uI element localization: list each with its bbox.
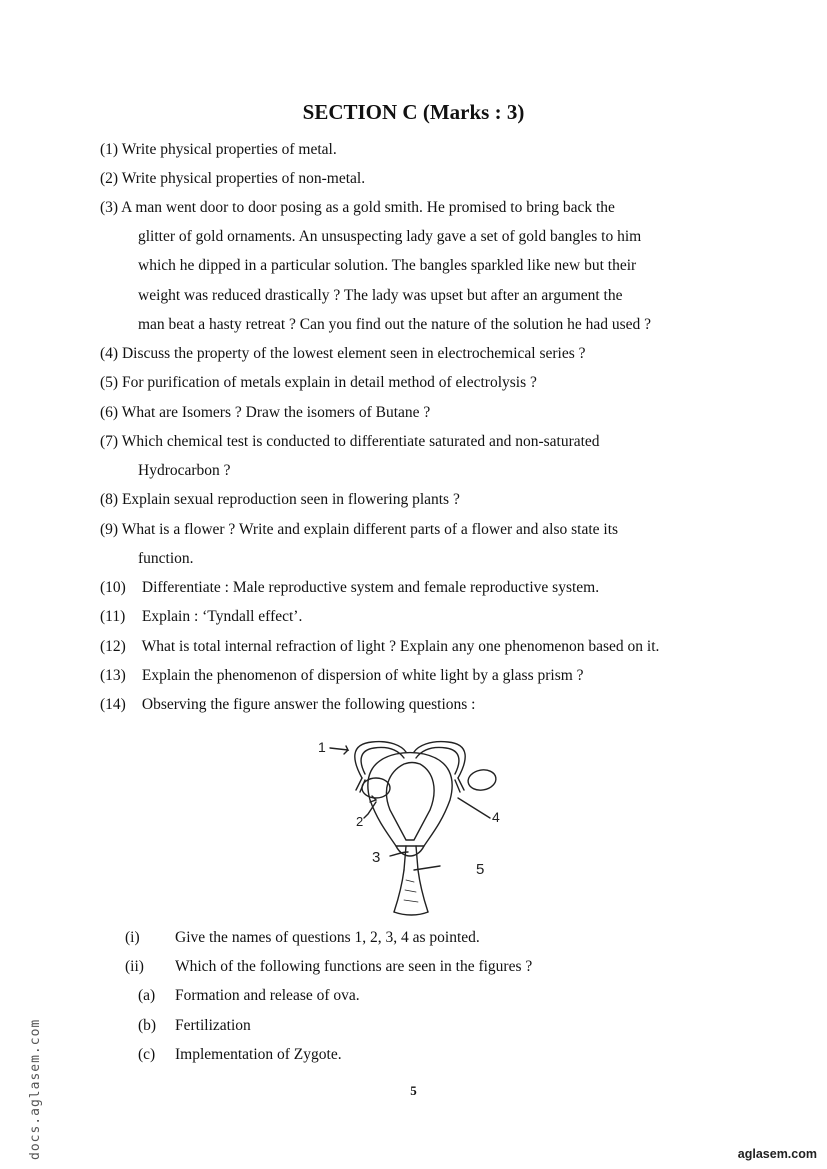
question-text: A man went door to door posing as a gold smith. He promised to bring back the: [121, 199, 615, 216]
question-text: Write physical properties of metal.: [121, 141, 337, 158]
question-text: Observing the figure answer the following questions :: [141, 696, 476, 713]
question-text: Which chemical test is conducted to differentiate saturated and non-saturated: [121, 433, 600, 450]
side-watermark: docs.aglasem.com: [28, 1018, 43, 1160]
question-4: [100, 345, 586, 363]
question-number: (1): [100, 141, 119, 158]
question-11: [100, 608, 302, 626]
subquestion-text: Which of the following functions are seen in the figures ?: [175, 958, 533, 975]
question-number: (8): [100, 491, 119, 508]
question-text: What is total internal refraction of light ? Explain any one phenomenon based on it.: [141, 638, 660, 655]
question-number: (13): [100, 667, 126, 684]
question-1: [100, 141, 337, 159]
option-letter: (c): [138, 1046, 156, 1063]
question-text: Explain : ‘Tyndall effect’.: [141, 608, 303, 625]
question-10: [100, 579, 599, 597]
corner-watermark: aglasem.com: [737, 1147, 817, 1161]
subquestion-number: (i): [125, 929, 140, 946]
question-12: [100, 638, 659, 656]
question-3-line-2: glitter of gold ornaments. An unsuspecting lady gave a set of gold bangles to him: [138, 228, 642, 245]
question-number: (5): [100, 374, 119, 391]
question-3-line-5: man beat a hasty retreat ? Can you find out the nature of the solution he had used ?: [138, 316, 652, 333]
reproductive-system-figure: [310, 730, 510, 920]
question-number: (6): [100, 404, 119, 421]
question-2: [100, 170, 365, 188]
option-text: Fertilization: [175, 1017, 251, 1034]
question-number: (10): [100, 579, 126, 596]
question-text: What are Isomers ? Draw the isomers of Butane ?: [121, 404, 431, 421]
question-3: [100, 199, 615, 217]
question-14: [100, 696, 476, 714]
uterus: [368, 753, 452, 847]
question-number: (7): [100, 433, 119, 450]
question-7: [100, 433, 600, 451]
question-number: (3): [100, 199, 119, 216]
subquestion-text: Give the names of questions 1, 2, 3, 4 as pointed.: [175, 929, 480, 946]
question-text: Write physical properties of non-metal.: [121, 170, 366, 187]
question-text: Discuss the property of the lowest element seen in electrochemical series ?: [121, 345, 586, 362]
question-8: [100, 491, 460, 509]
question-number: (4): [100, 345, 119, 362]
question-number: (11): [100, 608, 126, 625]
question-text: For purification of metals explain in detail method of electrolysis ?: [121, 374, 537, 391]
figure-label-4: 4: [492, 809, 500, 825]
question-text: Differentiate : Male reproductive system and female reproductive system.: [141, 579, 600, 596]
question-6: [100, 404, 430, 422]
option-text: Implementation of Zygote.: [175, 1046, 342, 1063]
figure-label-1: 1: [318, 739, 326, 755]
question-number: (14): [100, 696, 126, 713]
question-number: (2): [100, 170, 119, 187]
figure-label-2: 2: [356, 814, 364, 829]
figure-label-3: 3: [372, 849, 381, 866]
question-9: [100, 521, 618, 539]
section-title: SECTION C (Marks : 3): [302, 100, 525, 124]
question-text: Explain the phenomenon of dispersion of white light by a glass prism ?: [141, 667, 584, 684]
option-text: Formation and release of ova.: [175, 987, 360, 1004]
option-letter: (b): [138, 1017, 157, 1034]
figure-label-5: 5: [476, 861, 485, 878]
question-7-line-2: Hydrocarbon ?: [138, 462, 231, 479]
question-text: What is a flower ? Write and explain different parts of a flower and also state its: [121, 521, 619, 538]
question-number: (9): [100, 521, 119, 538]
question-text: Explain sexual reproduction seen in flowering plants ?: [121, 491, 460, 508]
cervix: [404, 846, 418, 870]
question-13: [100, 667, 584, 685]
question-5: [100, 374, 537, 392]
question-number: (12): [100, 638, 126, 655]
subquestion-number: (ii): [125, 958, 144, 975]
option-letter: (a): [138, 987, 156, 1004]
page-number: 5: [410, 1083, 417, 1098]
ovary-right: [466, 768, 497, 793]
question-3-line-3: which he dipped in a particular solution. The bangles sparkled like new but their: [138, 257, 637, 274]
question-9-line-2: function.: [138, 550, 194, 567]
question-3-line-4: weight was reduced drastically ? The lady was upset but after an argument the: [138, 287, 623, 304]
